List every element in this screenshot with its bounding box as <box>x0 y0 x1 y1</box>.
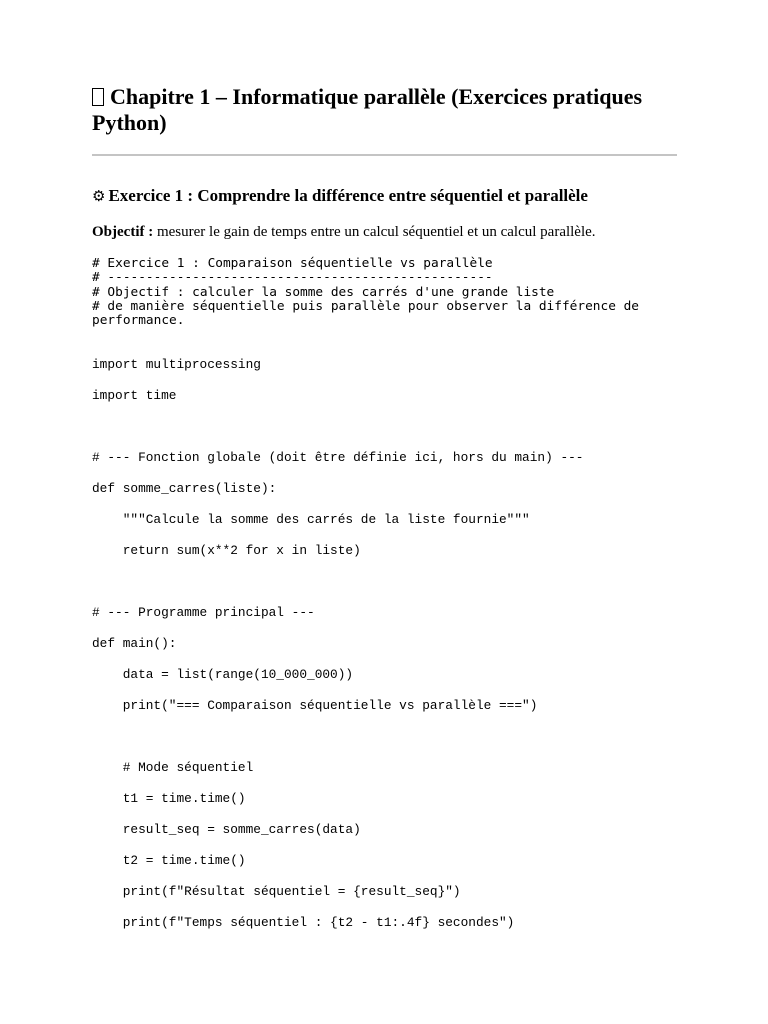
code-blank-line <box>92 730 677 761</box>
code-line: result_seq = somme_carres(data) <box>92 822 361 838</box>
code-block <box>92 257 677 947</box>
code-line: # --- Programme principal --- <box>92 605 315 621</box>
code-line: print("=== Comparaison séquentielle vs parallèle ===") <box>92 698 538 714</box>
code-line: def somme_carres(liste): <box>92 481 277 497</box>
exercise-heading <box>92 186 677 206</box>
code-line: """Calcule la somme des carrés de la liste fournie""" <box>92 512 530 528</box>
code-line: t2 = time.time() <box>92 853 246 869</box>
exercise-heading-text: Exercice 1 : Comprendre la différence entre séquentiel et parallèle <box>108 186 588 205</box>
page-title <box>92 84 677 136</box>
document-page <box>92 84 677 947</box>
code-line: import multiprocessing <box>92 357 261 373</box>
code-line: print(f"Résultat séquentiel = {result_seq}") <box>92 884 461 900</box>
objective-text: mesurer le gain de temps entre un calcul séquentiel et un calcul parallèle. <box>153 224 596 240</box>
code-line: return sum(x**2 for x in liste) <box>92 543 361 559</box>
code-line: t1 = time.time() <box>92 791 246 807</box>
code-line: # --- Fonction globale (doit être définie ici, hors du main) --- <box>92 450 584 466</box>
code-line: # Mode séquentiel <box>92 760 254 776</box>
objective-paragraph <box>92 223 677 241</box>
page-title-text: Chapitre 1 – Informatique parallèle (Exercices pratiques Python) <box>92 84 643 135</box>
code-lines <box>92 358 677 947</box>
code-line: data = list(range(10_000_000)) <box>92 667 354 683</box>
code-spacer <box>92 328 677 358</box>
code-line: def main(): <box>92 636 177 652</box>
code-line: print(f"Temps séquentiel : {t2 - t1:.4f} secondes") <box>92 915 515 931</box>
code-line: import time <box>92 388 177 404</box>
code-blank-line <box>92 575 677 606</box>
code-comment-header: # Exercice 1 : Comparaison séquentielle vs parallèle # -------------------------------------------------- # Objectif : calculer la somme des carrés d'une grande liste # de manière séquentielle puis parallèle pour observer la différence de performance. <box>92 256 640 329</box>
objective-label: Objectif : <box>92 224 154 240</box>
gear-icon: ⚙ <box>92 187 106 205</box>
horizontal-divider <box>92 154 677 156</box>
code-blank-line <box>92 420 677 451</box>
missing-glyph-icon <box>92 88 104 106</box>
